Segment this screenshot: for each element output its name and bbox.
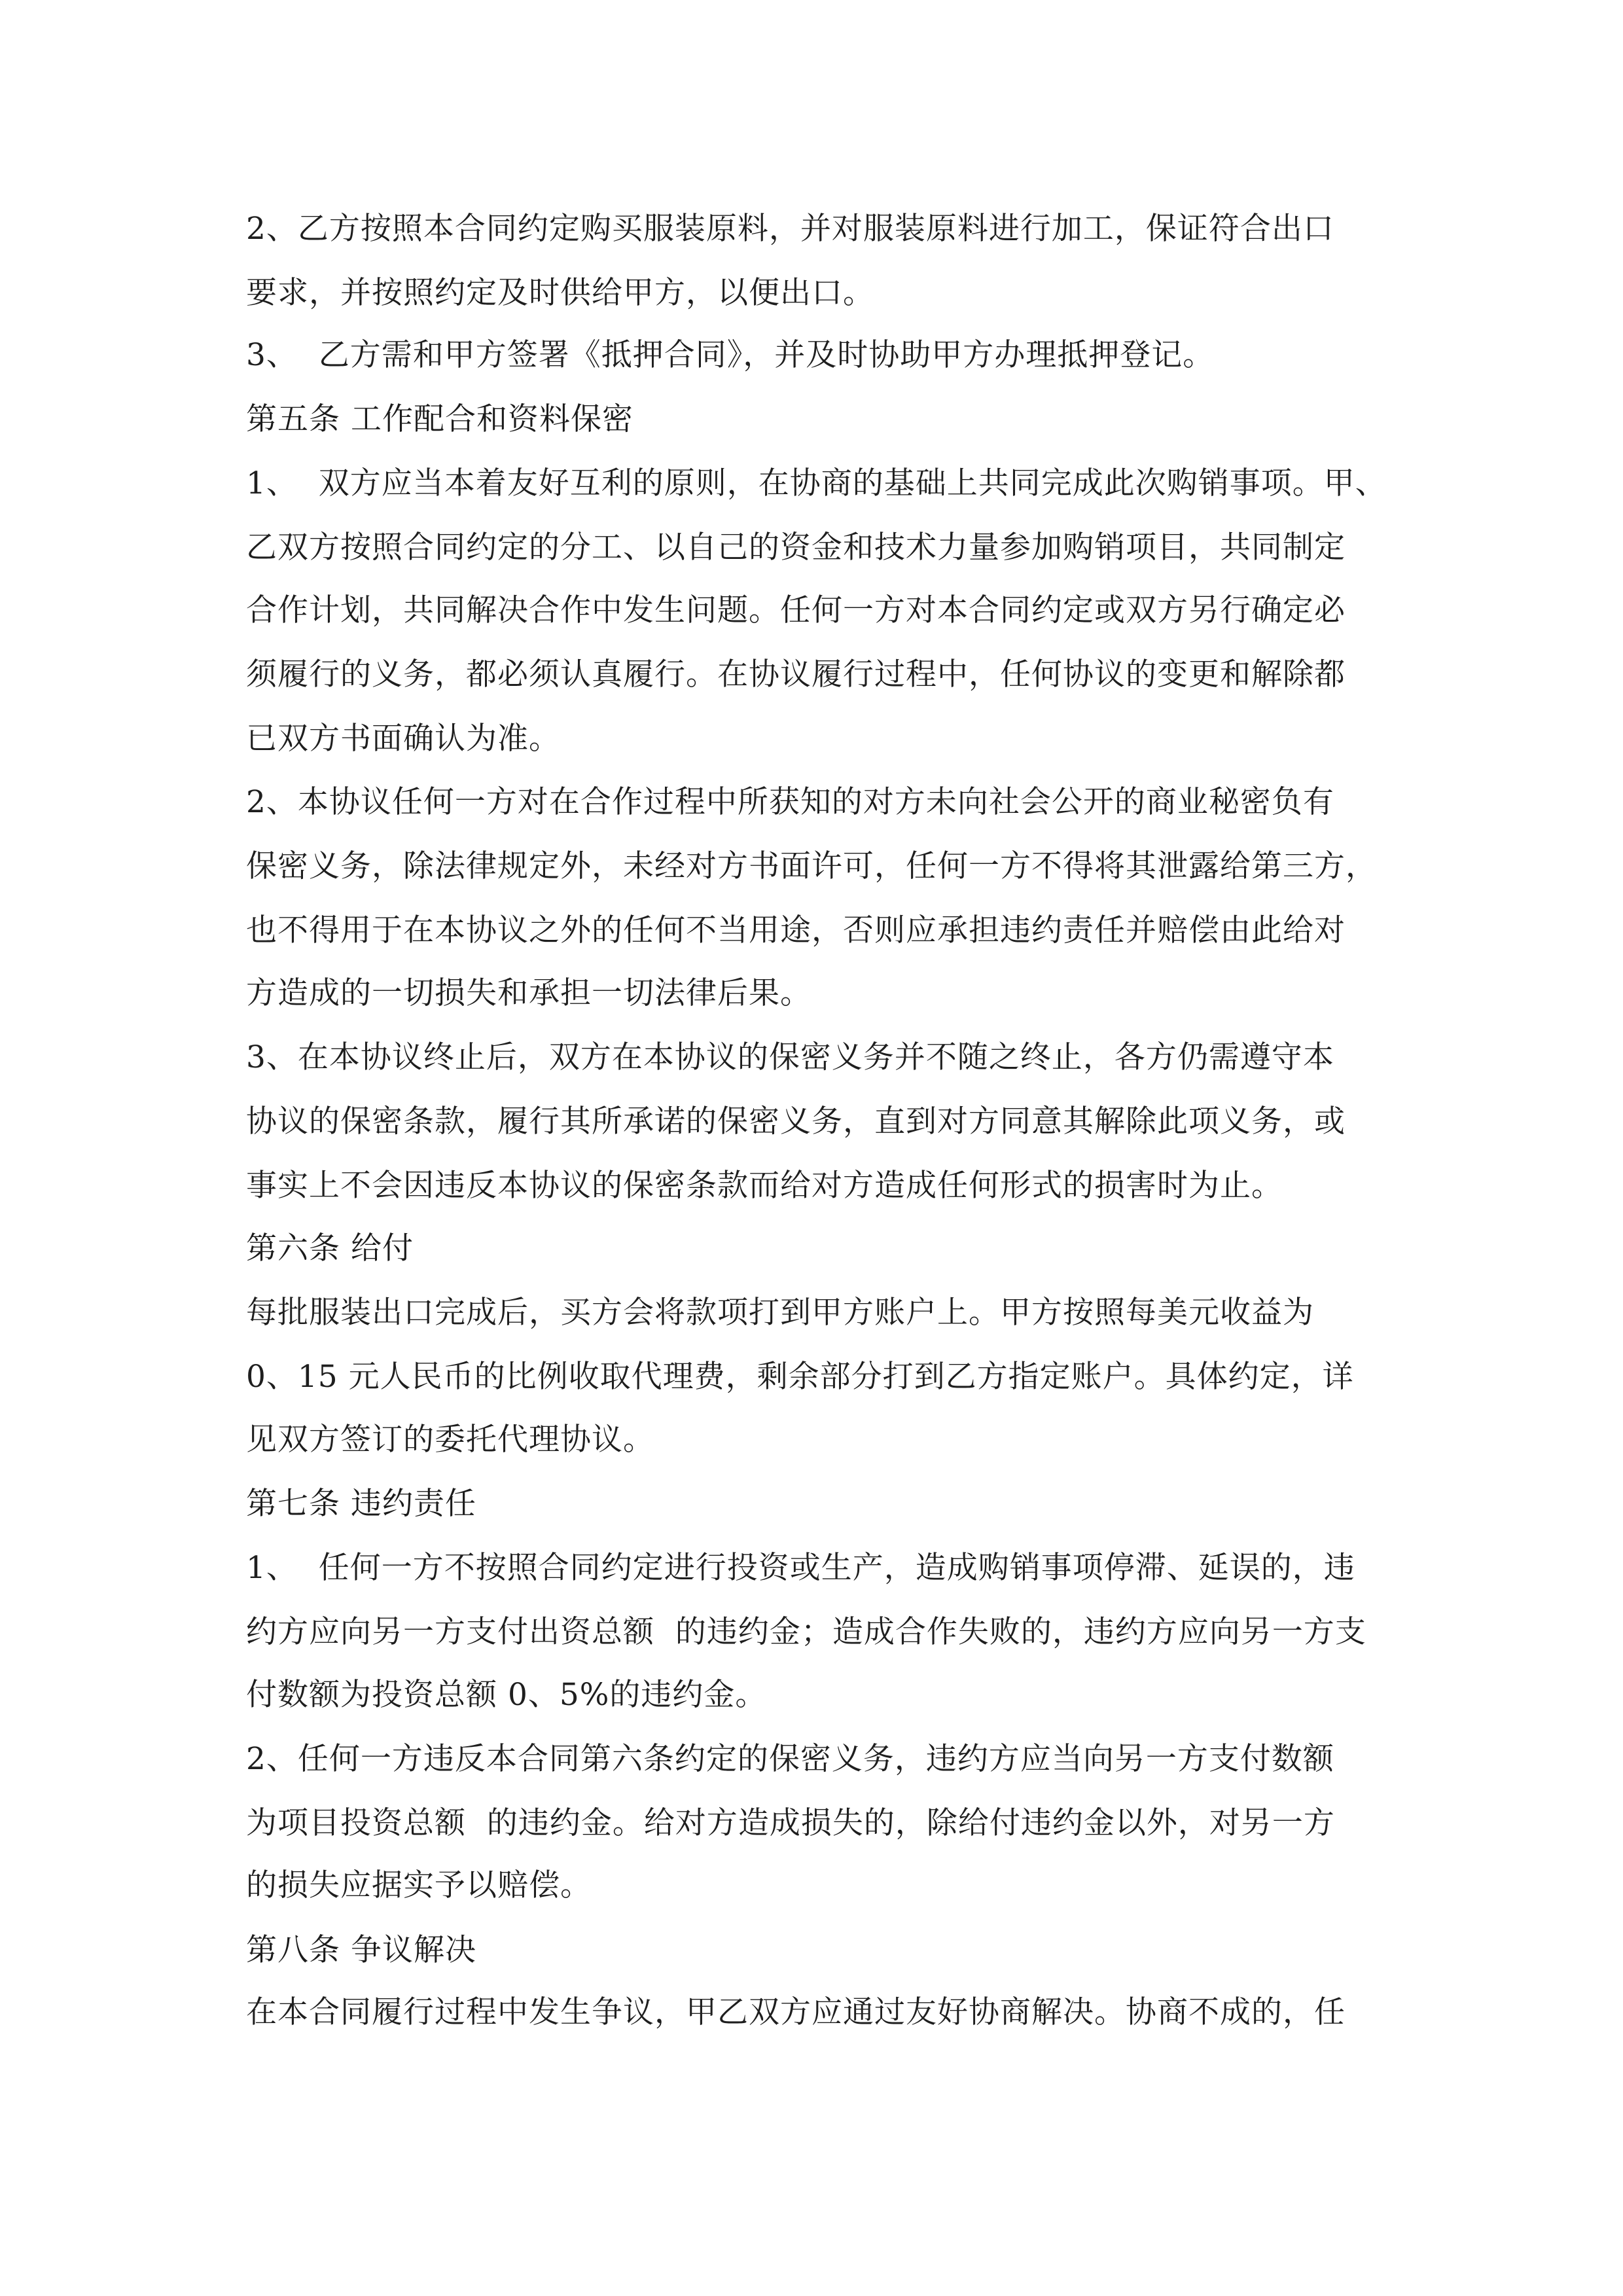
text-line: 也不得用于在本协议之外的任何不当用途，否则应承担违约责任并赔偿由此给对	[246, 912, 1346, 948]
text-line: 0、15 元人民币的比例收取代理费，剩余部分打到乙方指定账户。具体约定，详	[246, 1359, 1354, 1395]
text-line: 方造成的一切损失和承担一切法律后果。	[246, 975, 812, 1011]
text-line: 乙双方按照合同约定的分工、以自己的资金和技术力量参加购销项目，共同制定	[246, 529, 1346, 565]
text-line: 2、本协议任何一方对在合作过程中所获知的对方未向社会公开的商业秘密负有	[246, 784, 1334, 820]
text-line: 保密义务，除法律规定外，未经对方书面许可，任何一方不得将其泄露给第三方，	[246, 848, 1377, 884]
section-heading: 第八条 争议解决	[246, 1932, 476, 1968]
section-heading: 第六条 给付	[246, 1230, 414, 1266]
text-line: 1、 双方应当本着友好互利的原则，在协商的基础上共同完成此次购销事项。甲、	[246, 465, 1387, 501]
text-line: 3、 乙方需和甲方签署《抵押合同》，并及时协助甲方办理抵押登记。	[246, 337, 1215, 373]
text-line: 合作计划，共同解决合作中发生问题。任何一方对本合同约定或双方另行确定必	[246, 592, 1346, 628]
text-line: 要求，并按照约定及时供给甲方，以便出口。	[246, 275, 874, 311]
text-line: 2、乙方按照本合同约定购买服装原料，并对服装原料进行加工，保证符合出口	[246, 211, 1334, 247]
section-heading: 第七条 违约责任	[246, 1486, 476, 1522]
text-line: 须履行的义务，都必须认真履行。在协议履行过程中，任何协议的变更和解除都	[246, 656, 1346, 692]
text-line: 协议的保密条款，履行其所承诺的保密义务，直到对方同意其解除此项义务，或	[246, 1103, 1346, 1139]
text-line: 的损失应据实予以赔偿。	[246, 1867, 592, 1903]
text-line: 见双方签订的委托代理协议。	[246, 1422, 654, 1458]
text-line: 付数额为投资总额 0、5%的违约金。	[246, 1677, 767, 1713]
text-line: 已双方书面确认为准。	[246, 721, 560, 757]
text-line: 2、任何一方违反本合同第六条约定的保密义务，违约方应当向另一方支付数额	[246, 1741, 1334, 1777]
text-line: 约方应向另一方支付出资总额 的违约金；造成合作失败的，违约方应向另一方支	[246, 1614, 1366, 1650]
text-line: 事实上不会因违反本协议的保密条款而给对方造成任何形式的损害时为止。	[246, 1168, 1283, 1204]
text-line: 每批服装出口完成后，买方会将款项打到甲方账户上。甲方按照每美元收益为	[246, 1295, 1314, 1331]
section-heading: 第五条 工作配合和资料保密	[246, 401, 633, 437]
text-line: 在本合同履行过程中发生争议，甲乙双方应通过友好协商解决。协商不成的，任	[246, 1994, 1346, 2030]
text-line: 1、 任何一方不按照合同约定进行投资或生产，造成购销事项停滞、延误的，违	[246, 1550, 1355, 1586]
text-line: 为项目投资总额 的违约金。给对方造成损失的，除给付违约金以外，对另一方	[246, 1805, 1335, 1841]
text-line: 3、在本协议终止后，双方在本协议的保密义务并不随之终止，各方仍需遵守本	[246, 1039, 1334, 1075]
